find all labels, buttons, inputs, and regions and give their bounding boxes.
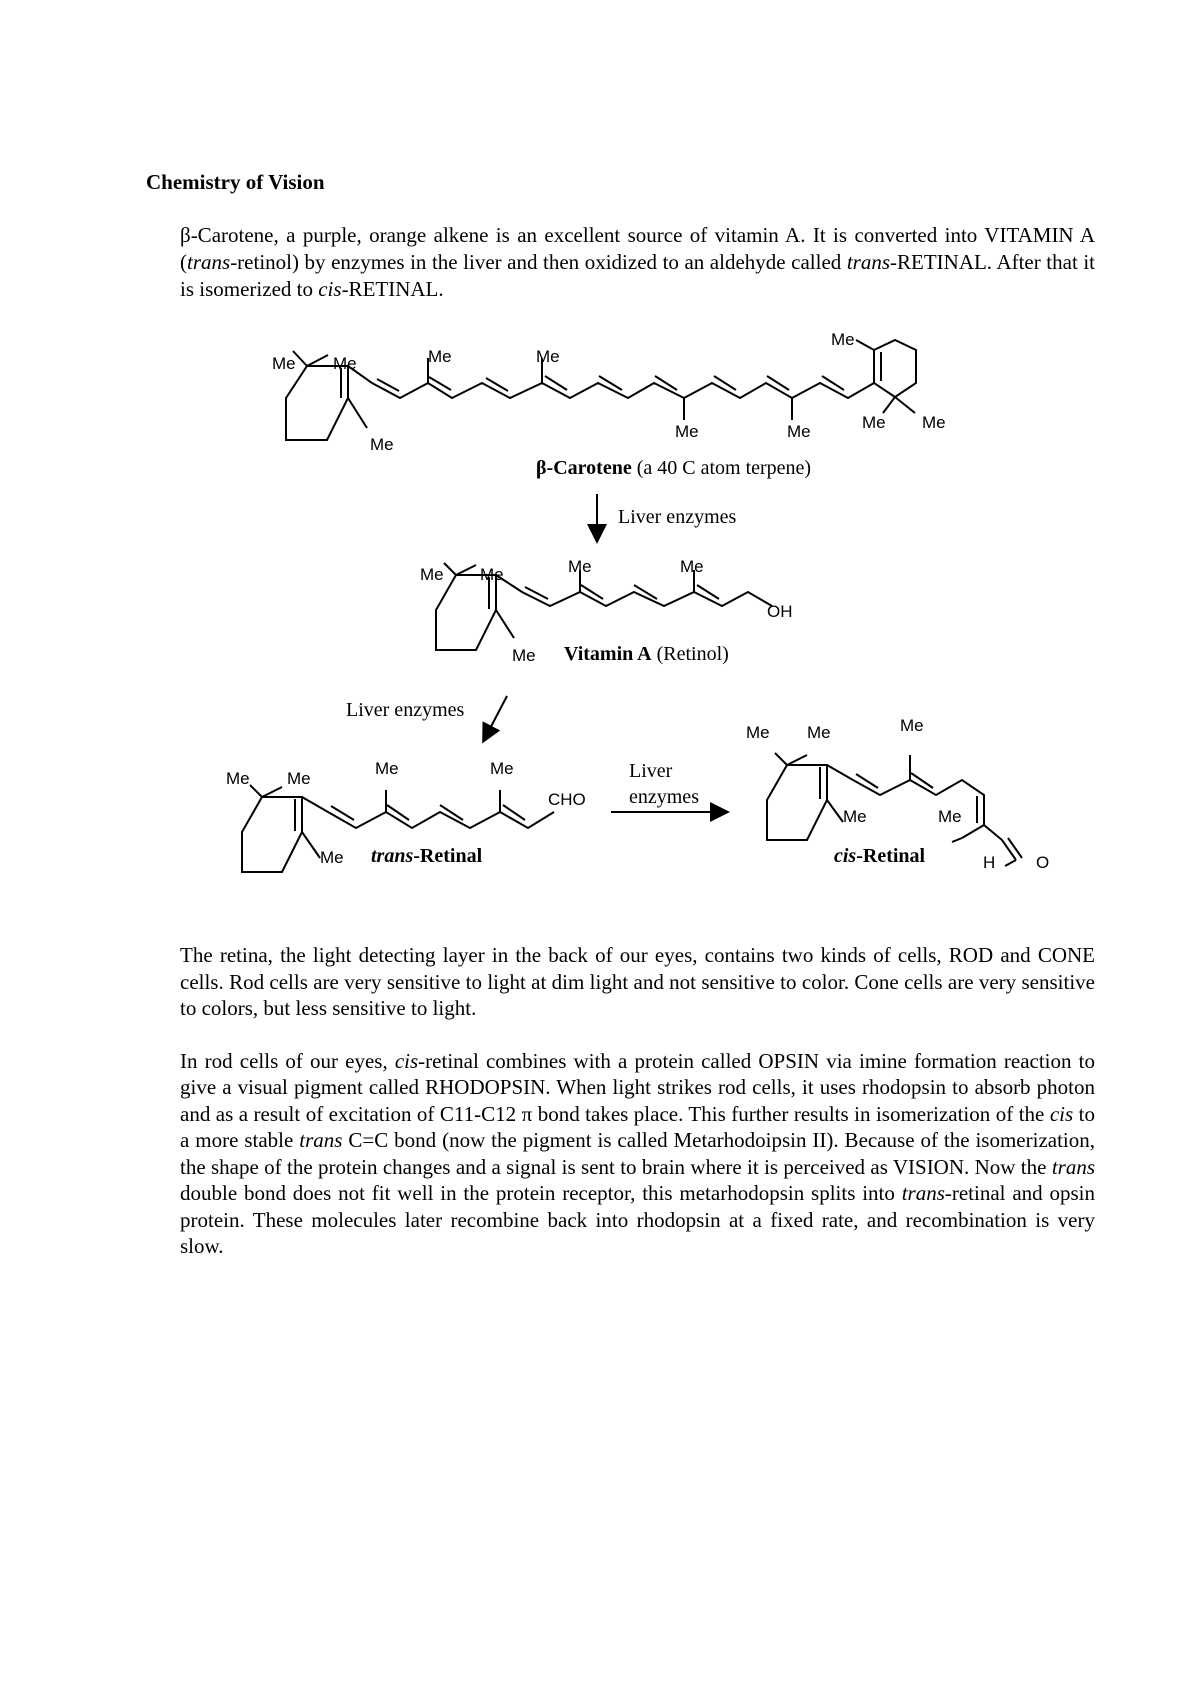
rhodopsin-paragraph <box>180 1048 1095 1260</box>
body-text <box>180 942 1095 1286</box>
reaction-scheme <box>0 300 1200 900</box>
methyl-label: Me <box>787 422 811 441</box>
cyclohexene-ring <box>286 366 348 440</box>
arrow-label: Liver enzymes <box>346 699 465 721</box>
cis-term: cis <box>394 1048 419 1073</box>
beta-carotene-structure <box>272 330 946 479</box>
methyl-label: Me <box>320 848 344 867</box>
intro-text-3: -RETINAL. After that it is isomerized to <box>180 250 1095 301</box>
text-run: double bond does not fit well in the protein receptor, this metarhodopsin splits into <box>180 1181 902 1205</box>
text-run: In rod cells of our eyes, <box>180 1048 395 1073</box>
retina-paragraph: The retina, the light detecting layer in the back of our eyes, contains two kinds of cells, ROD and CONE cells. Rod cells are very sensitive to light at dim light and not sensitive to color. Cone cells are very sensitive to colors, but less sensitive to light. <box>180 943 1095 1020</box>
methyl-label: Me <box>843 807 867 826</box>
methyl-label: Me <box>831 330 855 349</box>
text-run: bond takes place. This further results in isomerization of the <box>532 1101 1050 1126</box>
methyl-label: Me <box>922 413 946 432</box>
cis-term: cis <box>318 277 342 301</box>
trans-term: trans <box>846 250 890 274</box>
cis-term: cis <box>1049 1101 1074 1126</box>
methyl-label: Me <box>333 354 357 373</box>
methyl-label: Me <box>420 565 444 584</box>
methyl-label: Me <box>862 413 886 432</box>
arrow-label: Liver enzymes <box>618 506 737 528</box>
methyl-label: Me <box>746 723 770 742</box>
trans-term: trans <box>299 1128 343 1152</box>
trans-term: trans <box>1051 1154 1095 1179</box>
text-run: C=C bond (now the pigment is called Metarhodoipsin II). Because of the isomerization, the shape of the protein changes and a signal is sent to brain where it is perceived as VISION. Now the <box>180 1128 1096 1179</box>
page-title: Chemistry of Vision <box>146 170 325 194</box>
methyl-label: Me <box>807 723 831 742</box>
carotene-caption: β-Carotene (a 40 C atom terpene) <box>536 457 812 479</box>
methyl-label: Me <box>675 422 699 441</box>
methyl-label: Me <box>370 435 394 454</box>
reaction-arrow <box>484 696 507 740</box>
methyl-label: Me <box>480 565 504 584</box>
methyl-label: Me <box>490 759 514 778</box>
methyl-label: Me <box>568 557 592 576</box>
trans-term: trans <box>901 1181 945 1205</box>
methyl-label: Me <box>272 354 296 373</box>
cis-retinal-caption: cis-Retinal <box>834 845 926 867</box>
vitamin-a-caption: Vitamin A (Retinol) <box>564 643 729 665</box>
methyl-label: Me <box>536 347 560 366</box>
intro-text-2: -retinol) by enzymes in the liver and then oxidized to an aldehyde called <box>230 250 847 274</box>
pi-symbol: π <box>521 1101 533 1126</box>
methyl-label: Me <box>512 646 536 665</box>
beta-symbol: β <box>180 223 191 247</box>
trans-retinal-structure <box>226 759 586 872</box>
oxygen-label: O <box>1036 853 1050 872</box>
methyl-label: Me <box>287 769 311 788</box>
aldehyde-label: CHO <box>548 790 586 809</box>
methyl-label: Me <box>680 557 704 576</box>
hydrogen-label: H <box>983 853 996 872</box>
text-run: -retinal combines with a protein called OPSIN via imine formation reaction to give a visual pigment called RHODOPSIN. When light strikes rod cells, it uses rhodopsin to absorb photon and as a result of excitation of C11-C12 <box>180 1048 1095 1126</box>
cis-retinal-structure <box>746 716 1049 872</box>
methyl-label: Me <box>226 769 250 788</box>
trans-retinal-caption: trans-Retinal <box>371 845 483 867</box>
methyl-label: Me <box>900 716 924 735</box>
vitamin-a-structure <box>420 557 793 665</box>
arrow-label: enzymes <box>629 786 699 808</box>
methyl-label: Me <box>375 759 399 778</box>
arrow-label: Liver <box>629 760 673 782</box>
hydroxyl-label: OH <box>767 602 793 621</box>
methyl-label: Me <box>938 807 962 826</box>
methyl-label: Me <box>428 347 452 366</box>
intro-text-1: -Carotene, a purple, orange alkene is an excellent source of vitamin A. It is converted into VITAMIN A ( <box>180 223 1095 274</box>
trans-term: trans <box>187 250 231 274</box>
text-run: -retinal and opsin protein. These molecules later recombine back into rhodopsin at a fixed rate, and recombination is very slow. <box>180 1181 1095 1258</box>
intro-text-4: -RETINAL. <box>341 277 444 301</box>
intro-paragraph <box>180 222 1095 303</box>
text-run: to a more stable <box>180 1101 1095 1152</box>
